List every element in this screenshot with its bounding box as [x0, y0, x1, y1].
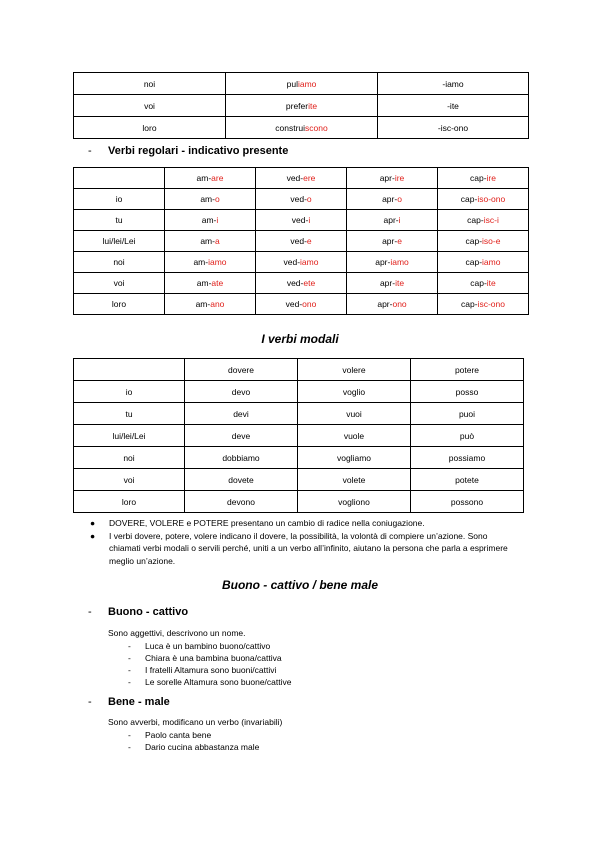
- conjugation-cell: dobbiamo: [185, 447, 298, 469]
- person-cell: noi: [74, 447, 185, 469]
- table-row: [74, 252, 529, 273]
- person-cell: voi: [74, 95, 226, 117]
- example-text: Luca è un bambino buono/cattivo: [145, 641, 271, 651]
- conjugation-cell: cap-iamo: [438, 252, 529, 273]
- table-row: [74, 73, 529, 95]
- examples-list: [128, 640, 291, 688]
- heading-text: Bene - male: [108, 696, 170, 708]
- conjugation-cell: cap-iso-ono: [438, 189, 529, 210]
- heading-text: Verbi regolari - indicativo presente: [108, 145, 289, 157]
- person-cell: noi: [74, 252, 165, 273]
- column-header: cap-ire: [438, 168, 529, 189]
- table-row: [74, 491, 524, 513]
- empty-cell: [74, 359, 185, 381]
- conjugation-cell: am-ano: [165, 294, 256, 315]
- conjugation-cell: possiamo: [411, 447, 524, 469]
- table-row: [74, 447, 524, 469]
- example-text: Le sorelle Altamura sono buone/cattive: [145, 677, 292, 687]
- table-row: [74, 210, 529, 231]
- conjugation-cell: cap-iso-e: [438, 231, 529, 252]
- example-text: Paolo canta bene: [145, 730, 212, 740]
- list-item: [90, 530, 520, 568]
- conjugation-cell: potete: [411, 469, 524, 491]
- regular-verbs-table: [73, 167, 529, 315]
- column-header: apr-ire: [347, 168, 438, 189]
- column-header: potere: [411, 359, 524, 381]
- person-cell: noi: [74, 73, 226, 95]
- dash-marker: -: [128, 665, 131, 675]
- list-item: [90, 517, 520, 530]
- person-cell: lui/lei/Lei: [74, 231, 165, 252]
- person-cell: loro: [74, 117, 226, 139]
- table-row: [74, 273, 529, 294]
- conjugation-cell: posso: [411, 381, 524, 403]
- person-cell: io: [74, 189, 165, 210]
- list-item: [128, 741, 259, 753]
- conjugation-cell: devi: [185, 403, 298, 425]
- bullet-text: I verbi dovere, potere, volere indicano il dovere, la possibilità, la volontà di compiere un’azione. Sono chiamati verbi modali o servili perché, uniti a un verbo all’infinito, aiutano la persona che parla a esprimere meglio un’azione.: [109, 530, 508, 566]
- conjugation-cell: vuole: [298, 425, 411, 447]
- section-intro: Sono avverbi, modificano un verbo (invariabili): [108, 717, 283, 727]
- column-header: am-are: [165, 168, 256, 189]
- table-row: [74, 294, 529, 315]
- person-cell: io: [74, 381, 185, 403]
- title-verbi-modali: I verbi modali: [261, 332, 339, 346]
- bullet-icon: ●: [90, 530, 96, 541]
- conjugation-cell: ved-i: [256, 210, 347, 231]
- conjugation-cell: apr-o: [347, 189, 438, 210]
- dash-marker: -: [88, 145, 92, 157]
- dash-marker: -: [128, 641, 131, 651]
- table-header-row: [74, 168, 529, 189]
- suffix-cell: -isc-ono: [378, 117, 529, 139]
- section-heading-bene-male: [88, 696, 170, 708]
- example-text: Dario cucina abbastanza male: [145, 742, 260, 752]
- modal-verbs-table: [73, 358, 524, 513]
- examples-list: [128, 729, 259, 753]
- person-cell: tu: [74, 403, 185, 425]
- verb-cell: preferite: [226, 95, 378, 117]
- conjugation-cell: voglio: [298, 381, 411, 403]
- list-item: [128, 640, 291, 652]
- table-row: [74, 117, 529, 139]
- notes-bullet-list: [90, 517, 520, 567]
- table-header-row: [74, 359, 524, 381]
- conjugation-cell: devo: [185, 381, 298, 403]
- section-heading-verbi-regolari: [88, 145, 289, 157]
- suffix-cell: -ite: [378, 95, 529, 117]
- dash-marker: -: [128, 677, 131, 687]
- table-row: [74, 189, 529, 210]
- conjugation-cell: deve: [185, 425, 298, 447]
- table-row: [74, 95, 529, 117]
- verb-cell: puliamo: [226, 73, 378, 95]
- conjugation-cell: am-ate: [165, 273, 256, 294]
- conjugation-cell: dovete: [185, 469, 298, 491]
- bullet-text: DOVERE, VOLERE e POTERE presentano un cambio di radice nella coniugazione.: [109, 518, 425, 528]
- title-buono-cattivo: Buono - cattivo / bene male: [221, 578, 379, 592]
- dash-marker: -: [128, 742, 131, 752]
- conjugation-cell: cap-isc-ono: [438, 294, 529, 315]
- verb-cell: construiscono: [226, 117, 378, 139]
- list-item: [128, 676, 291, 688]
- list-item: [128, 664, 291, 676]
- suffix-cell: -iamo: [378, 73, 529, 95]
- conjugation-cell: ved-ono: [256, 294, 347, 315]
- conjugation-cell: puoi: [411, 403, 524, 425]
- conjugation-cell: apr-iamo: [347, 252, 438, 273]
- conjugation-cell: am-o: [165, 189, 256, 210]
- dash-marker: -: [128, 653, 131, 663]
- table-row: [74, 469, 524, 491]
- dash-marker: -: [88, 606, 92, 618]
- person-cell: voi: [74, 469, 185, 491]
- table-row: [74, 231, 529, 252]
- person-cell: tu: [74, 210, 165, 231]
- conjugation-cell: vogliono: [298, 491, 411, 513]
- person-cell: loro: [74, 294, 165, 315]
- person-cell: lui/lei/Lei: [74, 425, 185, 447]
- conjugation-cell: volete: [298, 469, 411, 491]
- conjugation-cell: ved-iamo: [256, 252, 347, 273]
- list-item: [128, 652, 291, 664]
- irregular-endings-table: [73, 72, 529, 139]
- person-cell: loro: [74, 491, 185, 513]
- table-row: [74, 381, 524, 403]
- conjugation-cell: cap-ite: [438, 273, 529, 294]
- conjugation-cell: possono: [411, 491, 524, 513]
- conjugation-cell: vogliamo: [298, 447, 411, 469]
- conjugation-cell: vuoi: [298, 403, 411, 425]
- empty-cell: [74, 168, 165, 189]
- conjugation-cell: apr-ono: [347, 294, 438, 315]
- dash-marker: -: [88, 696, 92, 708]
- heading-text: Buono - cattivo: [108, 606, 189, 618]
- example-text: Chiara è una bambina buona/cattiva: [145, 653, 282, 663]
- section-heading-buono-cattivo: [88, 606, 189, 618]
- conjugation-cell: ved-o: [256, 189, 347, 210]
- conjugation-cell: am-a: [165, 231, 256, 252]
- conjugation-cell: può: [411, 425, 524, 447]
- section-intro: Sono aggettivi, descrivono un nome.: [108, 628, 246, 638]
- table-row: [74, 425, 524, 447]
- conjugation-cell: devono: [185, 491, 298, 513]
- list-item: [128, 729, 259, 741]
- dash-marker: -: [128, 730, 131, 740]
- column-header: dovere: [185, 359, 298, 381]
- bullet-icon: ●: [90, 518, 96, 528]
- person-cell: voi: [74, 273, 165, 294]
- column-header: volere: [298, 359, 411, 381]
- conjugation-cell: am-iamo: [165, 252, 256, 273]
- conjugation-cell: apr-i: [347, 210, 438, 231]
- table-row: [74, 403, 524, 425]
- conjugation-cell: cap-isc-i: [438, 210, 529, 231]
- conjugation-cell: apr-e: [347, 231, 438, 252]
- conjugation-cell: apr-ite: [347, 273, 438, 294]
- column-header: ved-ere: [256, 168, 347, 189]
- conjugation-cell: ved-ete: [256, 273, 347, 294]
- example-text: I fratelli Altamura sono buoni/cattivi: [145, 665, 277, 675]
- conjugation-cell: am-i: [165, 210, 256, 231]
- conjugation-cell: ved-e: [256, 231, 347, 252]
